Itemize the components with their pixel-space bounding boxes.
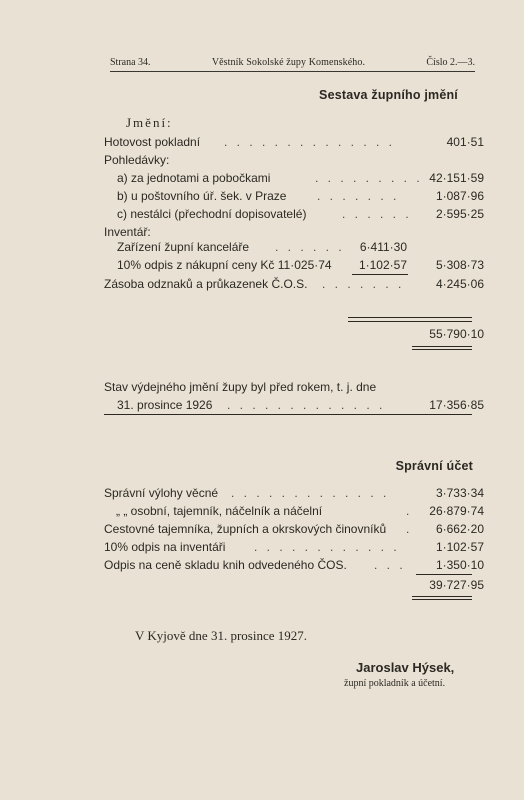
total-underline <box>412 346 472 347</box>
admin-title: Správní účet <box>395 459 473 473</box>
assets-row: 10% odpis z nákupní ceny Kč 11·025·74 1·102·57 5·308·73 <box>117 258 484 272</box>
admin-row: Odpis na ceně skladu knih odvedeného ČOS. . . . 1·350·10 <box>104 558 484 572</box>
assets-row: Inventář: <box>104 225 151 239</box>
previous-state-line: Stav výdejného jmění župy byl před rokem, t. j. dne <box>104 380 377 394</box>
total-rule <box>348 317 472 318</box>
subtotal-rule <box>352 274 408 275</box>
previous-state-line: 31. prosince 1926 . . . . . . . . . . . . . 17·356·85 <box>117 398 484 412</box>
assets-total: 55·790·10 <box>429 327 484 341</box>
running-header <box>110 57 475 72</box>
previous-state-value: 17·356·85 <box>429 398 484 412</box>
admin-total-row <box>380 578 484 596</box>
issue-number: Číslo 2.—3. <box>426 57 475 68</box>
admin-row: „ „ osobní, tajemník, náčelník a náčelní . 26·879·74 <box>116 504 484 518</box>
assets-row: b) u poštovního úř. šek. v Praze . . . . . . . 1·087·96 <box>117 189 484 203</box>
admin-total-rule <box>416 574 472 575</box>
assets-section-label: Jmění: <box>126 115 173 130</box>
page-number: Strana 34. <box>110 57 151 68</box>
admin-total-underline <box>412 596 472 597</box>
assets-row: Hotovost pokladní . . . . . . . . . . . . . . 401·51 <box>104 135 484 149</box>
assets-row: Zařízení župní kanceláře . . . . . . 6·411·30 <box>117 240 407 254</box>
signer-name: Jaroslav Hýsek, <box>356 660 455 675</box>
total-rule <box>348 321 472 322</box>
admin-row: 10% odpis na inventáři . . . . . . . . . . . . 1·102·57 <box>104 540 484 554</box>
assets-total-row <box>380 327 484 345</box>
assets-row: Pohledávky: <box>104 153 170 167</box>
assets-row: Zásoba odznaků a průkazenek Č.O.S. . . . . . . . 4·245·06 <box>104 277 484 291</box>
previous-state-rule <box>104 414 472 415</box>
place-date: V Kyjově dne 31. prosince 1927. <box>135 628 307 643</box>
admin-total-underline <box>412 599 472 600</box>
assets-row: c) nestálci (přechodní dopisovatelé) . . . . . . 2·595·25 <box>117 207 484 221</box>
admin-row: Cestovné tajemníka, župních a okrskových činovníků . 6·662·20 <box>104 522 484 536</box>
assets-title: Sestava župního jmění <box>319 88 458 102</box>
admin-total: 39·727·95 <box>429 578 484 592</box>
journal-title: Věstník Sokolské župy Komenského. <box>211 57 366 68</box>
admin-row: Správní výlohy věcné . . . . . . . . . . . . . 3·733·34 <box>104 486 484 500</box>
total-underline <box>412 349 472 350</box>
signer-role: župní pokladník a účetní. <box>344 678 446 689</box>
assets-row: a) za jednotami a pobočkami . . . . . . . . . 42·151·59 <box>117 171 484 185</box>
